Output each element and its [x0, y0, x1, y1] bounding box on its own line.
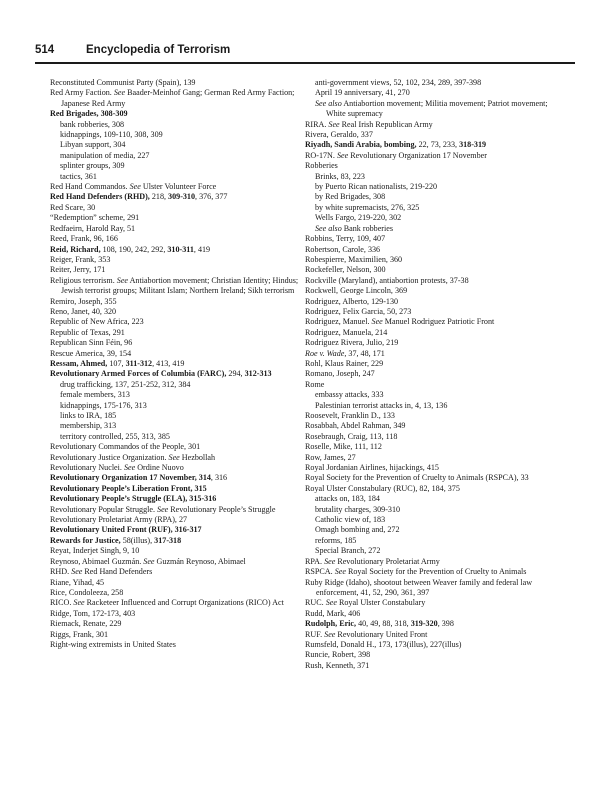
entry-bold-text: Rudolph, Eric,: [305, 619, 357, 629]
entry-text: Right-wing extremists in United States: [50, 639, 176, 649]
index-subentry: [305, 515, 560, 525]
index-entry: [305, 453, 560, 463]
entry-italic-text: See also: [315, 223, 342, 233]
entry-text: , 419: [193, 244, 211, 254]
index-subentry: [50, 432, 305, 442]
entry-text: Rodriguez, Manuel.: [305, 317, 372, 327]
running-title: Encyclopedia of Terrorism: [86, 44, 231, 56]
index-entry: [305, 421, 560, 431]
index-entry: [305, 234, 560, 244]
index-subentry: [305, 182, 560, 192]
entry-text: Riane, Yihad, 45: [50, 577, 105, 587]
entry-text: 218,: [149, 192, 169, 202]
entry-italic-text: See also: [315, 98, 342, 108]
index-entry: [50, 536, 305, 546]
entry-text: RICO.: [50, 598, 74, 608]
entry-bold-text: 311-312: [125, 358, 153, 368]
entry-text: bank robberies, 308: [60, 119, 125, 129]
entry-text: Red Hand Defenders: [82, 567, 153, 577]
index-entry: [50, 255, 305, 265]
entry-text: Riggs, Frank, 301: [50, 629, 109, 639]
index-entry: [50, 442, 305, 452]
entry-italic-text: See: [143, 556, 155, 566]
entry-bold-text: Ressam, Ahmed,: [50, 358, 108, 368]
index-entry: [305, 359, 560, 369]
index-entry: [50, 78, 305, 88]
entry-text: Omagh bombing and, 272: [315, 525, 400, 535]
entry-text: Revolutionary People’s Struggle: [168, 504, 276, 514]
entry-text: Rockville (Maryland), antiabortion protests, 37-38: [305, 275, 469, 285]
entry-text: Catholic view of, 183: [315, 515, 386, 525]
index-entry: [50, 297, 305, 307]
entry-bold-text: 314: [198, 473, 211, 483]
index-entry: [50, 515, 305, 525]
index-entry: [305, 245, 560, 255]
entry-text: Robespierre, Maximilien, 360: [305, 254, 403, 264]
index-entry: [50, 182, 305, 192]
entry-text: Robbins, Terry, 109, 407: [305, 234, 386, 244]
index-entry: [50, 463, 305, 473]
entry-text: , 37, 48, 171: [344, 348, 385, 358]
entry-bold-text: 309-310: [168, 192, 196, 202]
entry-text: membership, 313: [60, 421, 117, 431]
index-subentry: [305, 401, 560, 411]
entry-text: RPA.: [305, 556, 325, 566]
index-entry: [50, 546, 305, 556]
index-entry: [305, 317, 560, 327]
index-subentry: [305, 224, 560, 234]
index-subentry: [50, 172, 305, 182]
index-entry: [305, 630, 560, 640]
index-entry: [305, 276, 560, 286]
entry-text: Row, James, 27: [305, 452, 356, 462]
entry-text: Roselle, Mike, 111, 112: [305, 442, 382, 452]
entry-text: Romano, Joseph, 247: [305, 369, 375, 379]
entry-text: Royal Ulster Constabulary (RUC), 82, 184, 375: [305, 483, 460, 493]
entry-text: Remiro, Joseph, 355: [50, 296, 117, 306]
header-rule: [35, 62, 575, 64]
entry-text: Antiabortion movement; Militia movement; Patriot movement; White supremacy: [326, 98, 548, 119]
page-number: 514: [35, 44, 55, 56]
entry-text: drug trafficking, 137, 251-252, 312, 384: [60, 379, 191, 389]
entry-text: 294,: [226, 369, 245, 379]
entry-italic-text: See: [73, 598, 85, 608]
index-entry: [50, 276, 305, 297]
index-entry: [50, 245, 305, 255]
index-entry: [50, 619, 305, 629]
entry-text: Guzmán Reynoso, Abimael: [154, 556, 246, 566]
entry-bold-text: Riyadh, Sandi Arabia, bombing,: [305, 140, 417, 150]
index-subentry: [305, 536, 560, 546]
index-entry: [305, 598, 560, 608]
index-entry: [50, 609, 305, 619]
index-entry: [50, 453, 305, 463]
entry-italic-text: See: [116, 275, 128, 285]
entry-italic-text: See: [371, 317, 383, 327]
index-entry: [50, 369, 305, 379]
entry-text: RHD.: [50, 567, 72, 577]
entry-text: territory controlled, 255, 313, 385: [60, 431, 170, 441]
index-entry: [50, 578, 305, 588]
index-entry: [305, 432, 560, 442]
entry-text: Rivera, Geraldo, 337: [305, 130, 373, 140]
entry-italic-text: See: [123, 463, 136, 473]
index-subentry: [50, 140, 305, 150]
entry-text: Special Branch, 272: [315, 546, 381, 556]
index-entry: [50, 349, 305, 359]
entry-text: embassy attacks, 333: [315, 390, 384, 400]
entry-italic-text: See: [336, 150, 349, 160]
entry-italic-text: See: [324, 556, 336, 566]
index-column-left: [50, 78, 305, 650]
entry-text: , 376, 377: [195, 192, 228, 202]
entry-text: Red Army Faction.: [50, 88, 114, 98]
index-entry: [50, 484, 305, 494]
index-entry: [305, 578, 560, 599]
entry-bold-text: 317-318: [154, 535, 182, 545]
entry-text: Royal Ulster Constabulary: [336, 598, 426, 608]
entry-text: 40, 49, 88, 318,: [356, 619, 411, 629]
index-entry: [305, 369, 560, 379]
entry-text: Rome: [305, 379, 325, 389]
index-subentry: [305, 192, 560, 202]
entry-bold-text: Rewards for Justice,: [50, 535, 121, 545]
entry-text: Red Scare, 30: [50, 202, 96, 212]
index-entry: [305, 567, 560, 577]
index-entry: [50, 328, 305, 338]
index-entry: [305, 609, 560, 619]
entry-text: Revolutionary People’s Struggle (ELA), 315-316: [50, 494, 217, 504]
index-entry: [50, 234, 305, 244]
entry-text: Rice, Condoleeza, 258: [50, 587, 124, 597]
entry-text: by Red Brigades, 308: [315, 192, 386, 202]
entry-text: anti-government views, 52, 102, 234, 289, 397-398: [315, 78, 482, 87]
entry-italic-text: See: [328, 119, 340, 129]
entry-text: female members, 313: [60, 390, 130, 400]
entry-italic-text: See: [168, 452, 180, 462]
index-entry: [50, 525, 305, 535]
index-column-right: [305, 78, 560, 671]
entry-text: Antiabortion movement; Christian Identity; Hindus; Jewish terrorist groups; Militant Islam; Northern Ireland; Sikh terrorism: [61, 275, 299, 296]
entry-text: Royal Jordanian Airlines, hijackings, 415: [305, 463, 439, 473]
index-subentry: [50, 411, 305, 421]
index-subentry: [305, 525, 560, 535]
entry-bold-text: 318-319: [459, 140, 487, 150]
index-entry: [305, 473, 560, 483]
index-subentry: [50, 120, 305, 130]
entry-text: Rescue America, 39, 154: [50, 348, 132, 358]
entry-italic-text: Roe v. Wade: [305, 348, 345, 358]
entry-text: Reiger, Frank, 353: [50, 254, 111, 264]
entry-italic-text: See: [71, 567, 83, 577]
entry-text: Religious terrorism.: [50, 275, 117, 285]
entry-text: Revolutionary Nuclei.: [50, 463, 124, 473]
entry-text: Revolutionary Commandos of the People, 301: [50, 442, 201, 452]
entry-bold-text: 310-311: [167, 244, 194, 254]
entry-text: Rumsfeld, Donald H., 173, 173(illus), 227(illus): [305, 639, 462, 649]
entry-text: tactics, 361: [60, 171, 97, 181]
entry-text: , 413, 419: [152, 358, 185, 368]
entry-bold-text: 319-320: [410, 619, 438, 629]
entry-text: 312-313: [244, 369, 272, 379]
index-entry: [305, 640, 560, 650]
entry-text: 58(illus),: [120, 535, 155, 545]
entry-text: 107,: [107, 358, 126, 368]
entry-text: 22, 73, 233,: [416, 140, 460, 150]
index-subentry: [305, 213, 560, 223]
entry-text: splinter groups, 309: [60, 161, 125, 171]
entry-text: Reconstituted Communist Party (Spain), 139: [50, 78, 196, 87]
index-entry: [50, 359, 305, 369]
entry-text: Palestinian terrorist attacks in, 4, 13, 136: [315, 400, 448, 410]
index-subentry: [50, 161, 305, 171]
entry-text: Runcie, Robert, 398: [305, 650, 371, 660]
index-subentry: [305, 505, 560, 515]
entry-text: Royal Society for the Prevention of Cruelty to Animals: [345, 567, 527, 577]
entry-text: “Redemption” scheme, 291: [50, 213, 140, 223]
entry-text: RO-17N.: [305, 150, 337, 160]
entry-text: Rodriguez, Felix Garcia, 50, 273: [305, 306, 412, 316]
entry-text: Revolutionary People’s Liberation Front, 315: [50, 483, 207, 493]
entry-text: brutality charges, 309-310: [315, 504, 401, 514]
entry-text: Revolutionary Proletariat Army (RPA), 27: [50, 515, 188, 525]
index-subentry: [305, 88, 560, 98]
index-entry: [305, 161, 560, 171]
entry-text: RSPCA.: [305, 567, 335, 577]
index-entry: [305, 265, 560, 275]
entry-bold-text: Reid, Richard,: [50, 244, 101, 254]
entry-text: Wells Fargo, 219-220, 302: [315, 213, 402, 223]
entry-text: Rodriguez, Alberto, 129-130: [305, 296, 399, 306]
entry-italic-text: See: [324, 629, 336, 639]
entry-text: RIRA.: [305, 119, 329, 129]
entry-text: Racketeer Influenced and Corrupt Organizations (RICO) Act: [84, 598, 284, 608]
entry-text: Red Hand Commandos.: [50, 182, 130, 192]
entry-italic-text: See: [157, 504, 169, 514]
entry-text: kidnappings, 109-110, 308, 309: [60, 130, 163, 140]
entry-text: Royal Society for the Prevention of Cruelty to Animals (RSPCA), 33: [305, 473, 529, 483]
index-subentry: [50, 421, 305, 431]
entry-text: Ulster Volunteer Force: [140, 182, 217, 192]
entry-text: RUF.: [305, 629, 325, 639]
entry-text: Manuel Rodriguez Patriotic Front: [382, 317, 495, 327]
entry-text: Reed, Frank, 96, 166: [50, 234, 118, 244]
index-entry: [50, 307, 305, 317]
entry-bold-text: Revolutionary Organization 17 November,: [50, 473, 197, 483]
entry-text: Libyan support, 304: [60, 140, 126, 150]
entry-text: Rockwell, George Lincoln, 369: [305, 286, 408, 296]
entry-italic-text: See: [129, 182, 141, 192]
index-entry: [50, 224, 305, 234]
entry-text: Rohl, Klaus Rainer, 229: [305, 358, 384, 368]
entry-text: Riemack, Renate, 229: [50, 619, 122, 629]
entry-text: Reynoso, Abimael Guzmán.: [50, 556, 144, 566]
entry-text: Rockefeller, Nelson, 300: [305, 265, 386, 275]
index-entry: [305, 140, 560, 150]
entry-text: , 398: [437, 619, 454, 629]
entry-text: April 19 anniversary, 41, 270: [315, 88, 410, 98]
entry-text: Baader-Meinhof Gang; German Red Army Faction; Japanese Red Army: [61, 88, 295, 108]
entry-text: Rudd, Mark, 406: [305, 608, 361, 618]
entry-text: , 316: [210, 473, 228, 483]
entry-text: Ridge, Tom, 172-173, 403: [50, 608, 136, 618]
entry-text: Ruby Ridge (Idaho), shootout between Weaver family and federal law enforcement, 41, 52, 290, 361, 397: [305, 577, 533, 597]
entry-text: kidnappings, 175-176, 313: [60, 400, 147, 410]
index-entry: [305, 349, 560, 359]
entry-text: Rosebraugh, Craig, 113, 118: [305, 431, 398, 441]
entry-italic-text: See: [325, 598, 337, 608]
index-entry: [305, 557, 560, 567]
entry-italic-text: See: [113, 88, 126, 98]
index-entry: [305, 442, 560, 452]
index-entry: [50, 265, 305, 275]
entry-bold-text: Red Hand Defenders (RHD),: [50, 192, 150, 202]
entry-text: by Puerto Rican nationalists, 219-220: [315, 182, 438, 192]
entry-text: Revolutionary United Front: [335, 629, 428, 639]
index-entry: [50, 213, 305, 223]
entry-text: Rodriguez, Manuela, 214: [305, 327, 388, 337]
index-entry: [305, 619, 560, 629]
entry-text: Revolutionary Justice Organization.: [50, 452, 169, 462]
index-entry: [305, 151, 560, 161]
index-subentry: [305, 78, 560, 88]
index-subentry: [50, 390, 305, 400]
index-subentry: [50, 401, 305, 411]
index-subentry: [50, 380, 305, 390]
index-subentry: [305, 203, 560, 213]
entry-text: Republican Sinn Féin, 96: [50, 338, 133, 348]
entry-text: Hezbollah: [179, 452, 216, 462]
index-subentry: [305, 99, 560, 120]
entry-text: Revolutionary United Front (RUF), 316-317: [50, 525, 202, 535]
running-header: [35, 44, 575, 60]
index-entry: [305, 484, 560, 494]
index-subentry: [305, 172, 560, 182]
index-subentry: [305, 390, 560, 400]
index-entry: [305, 255, 560, 265]
index-entry: [50, 473, 305, 483]
index-entry: [50, 557, 305, 567]
entry-text: Reno, Janet, 40, 320: [50, 306, 117, 316]
index-entry: [305, 661, 560, 671]
entry-text: Revolutionary Armed Forces of Columbia (FARC),: [50, 369, 227, 379]
entry-text: reforms, 185: [315, 535, 357, 545]
index-entry: [305, 307, 560, 317]
index-entry: [305, 130, 560, 140]
index-entry: [305, 411, 560, 421]
entry-text: manipulation of media, 227: [60, 150, 150, 160]
index-entry: [50, 338, 305, 348]
entry-text: Rodriguez Rivera, Julio, 219: [305, 338, 399, 348]
index-entry: [50, 630, 305, 640]
index-entry: [50, 203, 305, 213]
index-entry: [305, 120, 560, 130]
entry-italic-text: See: [334, 567, 346, 577]
entry-text: attacks on, 183, 184: [315, 494, 380, 504]
index-entry: [305, 328, 560, 338]
entry-text: Republic of New Africa, 223: [50, 317, 144, 327]
index-entry: [50, 567, 305, 577]
entry-text: Rush, Kenneth, 371: [305, 660, 370, 670]
index-entry: [305, 286, 560, 296]
entry-text: Redfaeirn, Harold Ray, 51: [50, 223, 136, 233]
entry-text: RUC.: [305, 598, 326, 608]
entry-text: Ordine Nuovo: [135, 463, 184, 473]
index-entry: [50, 88, 305, 109]
entry-text: Robertson, Carole, 336: [305, 244, 381, 254]
index-subentry: [50, 151, 305, 161]
index-subentry: [305, 546, 560, 556]
entry-text: 108, 190, 242, 292,: [100, 244, 168, 254]
index-entry: [50, 494, 305, 504]
entry-text: Rosabbah, Abdel Rahman, 349: [305, 421, 406, 431]
index-subentry: [305, 494, 560, 504]
entry-text: Revolutionary Organization 17 November: [348, 150, 487, 160]
index-entry: [50, 109, 305, 119]
index-entry: [50, 317, 305, 327]
index-entry: [50, 192, 305, 202]
entry-text: Robberies: [305, 161, 338, 171]
index-entry: [305, 338, 560, 348]
index-entry: [305, 380, 560, 390]
entry-text: Real Irish Republican Army: [339, 119, 433, 129]
entry-text: by white supremacists, 276, 325: [315, 202, 420, 212]
entry-text: Reiter, Jerry, 171: [50, 265, 106, 275]
index-entry: [50, 505, 305, 515]
entry-text: Reyat, Inderjet Singh, 9, 10: [50, 546, 140, 556]
entry-text: Red Brigades, 308-309: [50, 109, 128, 119]
entry-text: links to IRA, 185: [60, 411, 117, 420]
index-entry: [50, 598, 305, 608]
entry-text: Bank robberies: [341, 223, 393, 233]
index-entry: [305, 650, 560, 660]
entry-text: Roosevelt, Franklin D., 133: [305, 411, 395, 420]
index-entry: [50, 640, 305, 650]
index-subentry: [50, 130, 305, 140]
entry-text: Revolutionary Popular Struggle.: [50, 504, 158, 514]
index-entry: [305, 463, 560, 473]
index-entry: [305, 297, 560, 307]
entry-text: Brinks, 83, 223: [315, 171, 365, 181]
entry-text: Revolutionary Proletariat Army: [335, 556, 440, 566]
entry-text: Republic of Texas, 291: [50, 327, 125, 337]
index-entry: [50, 588, 305, 598]
